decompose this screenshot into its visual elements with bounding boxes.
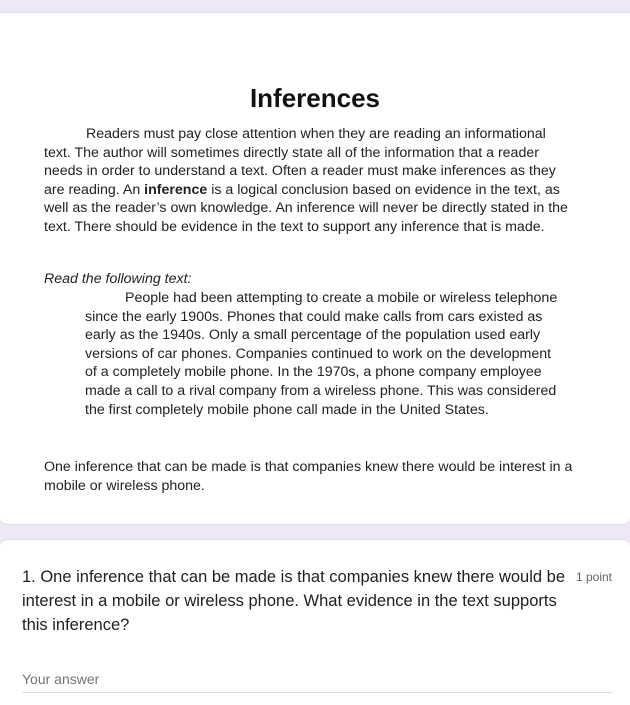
quoted-passage	[85, 289, 565, 419]
inference-term: inference	[144, 181, 208, 198]
document-card	[0, 12, 630, 525]
document-title: Inferences	[249, 83, 381, 113]
conclusion-text: One inference that can be made is that companies knew there would be interest in a mobile or wireless phone.	[44, 459, 573, 494]
points-badge: 1 point	[575, 570, 612, 584]
intro-text-start: Readers must pay close attention when they are reading an informational text. The author will sometimes directly state all of the information that a reader needs in order to understand a text. Often a reader must make inferences as they are reading. An	[44, 126, 556, 198]
question-text: 1. One inference that can be made is that companies knew there would be interest in a mobile or wireless phone. What evidence in the text supports this inference?	[22, 568, 565, 634]
answer-input[interactable]	[22, 666, 612, 693]
read-label: Read the following text:	[44, 271, 192, 287]
quote-text: People had been attempting to create a mobile or wireless telephone since the early 1900s. Phones that could make calls from cars existed as early as the 1940s. Only a small percentage of the population used early versions of car phones. Companies continued to work on the development of a completely mobile phone. In the 1970s, a phone company employee made a call to a rival company from a wireless phone. This was considered the first completely mobile phone call made in the United States.	[85, 290, 558, 418]
intro-paragraph	[44, 125, 574, 237]
intro-text-end: is a logical conclusion based on evidence in the text, as well as the reader’s own knowledge. An inference will never be directly stated in the text. There should be evidence in the text to support any inference that is made.	[44, 181, 568, 235]
question-card	[0, 539, 630, 705]
